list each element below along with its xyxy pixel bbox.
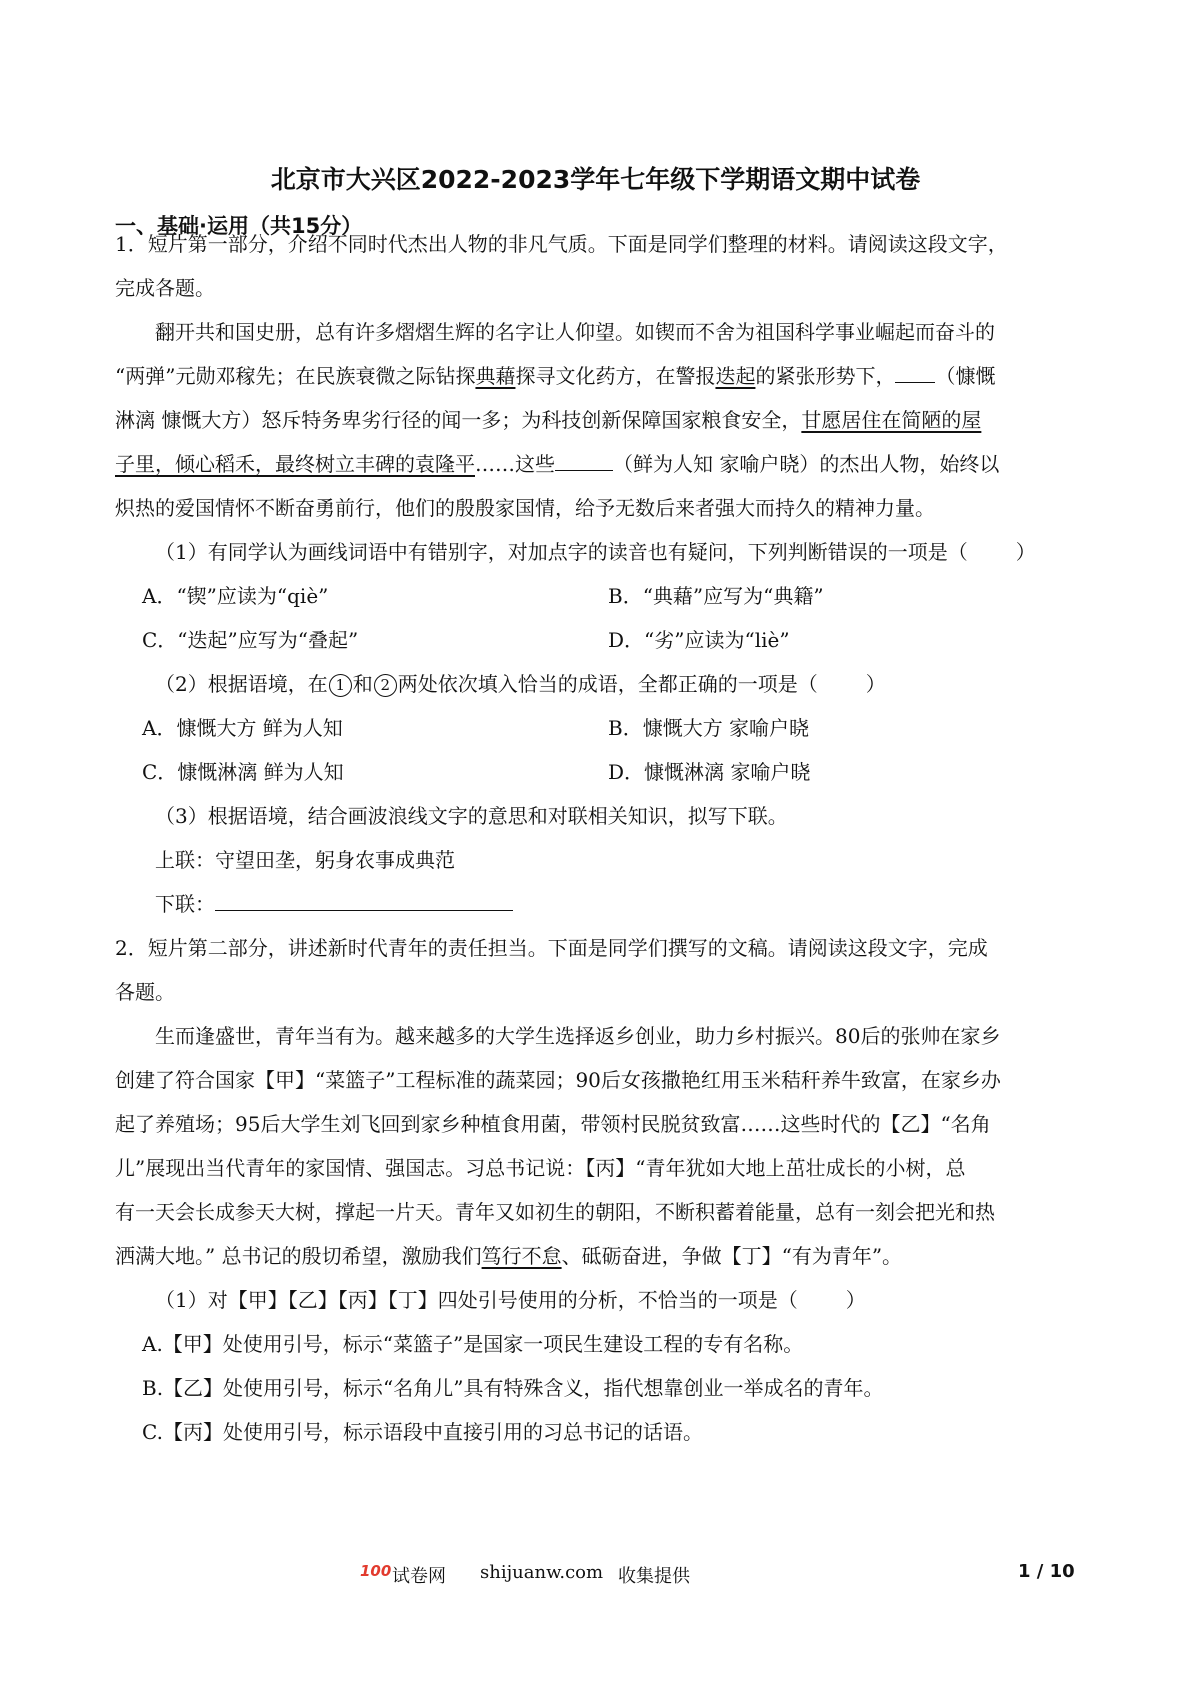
couplet-lower bbox=[155, 890, 513, 918]
circled-number-1: 1 bbox=[329, 674, 352, 697]
text: 的紧张形势下， bbox=[755, 364, 896, 388]
underlined-word-dianji: 典藉 bbox=[475, 364, 516, 388]
section-heading: 一、基础·运用（共15分） bbox=[115, 214, 363, 238]
text: ） bbox=[865, 672, 886, 696]
q1-sub1-option-c: C．“迭起”应写为“叠起” bbox=[142, 628, 359, 652]
text: 洒满大地。” 总书记的殷切希望，激励我们 bbox=[115, 1244, 482, 1268]
q1-sub1-option-b: B．“典藉”应写为“典籍” bbox=[608, 584, 824, 608]
q1-sub2-option-a: A．慷慨大方 鲜为人知 bbox=[142, 716, 343, 740]
q2-para-line2: 创建了符合国家【甲】“菜篮子”工程标准的蔬菜园；90后女孩撒艳红用玉米秸秆养牛致富，在家乡办 bbox=[115, 1068, 1001, 1092]
q1-para-line4 bbox=[115, 450, 999, 478]
text: 和 bbox=[352, 672, 373, 696]
q1-sub2-option-d: D．慷慨淋漓 家喻户晓 bbox=[608, 760, 811, 784]
blank-1[interactable] bbox=[895, 364, 935, 383]
q2-intro-line1: 2．短片第二部分，讲述新时代青年的责任担当。下面是同学们撰写的文稿。请阅读这段文字，完成 bbox=[115, 936, 988, 960]
footer-provided: 收集提供 bbox=[618, 1566, 690, 1587]
text: （2）根据语境，在 bbox=[155, 672, 328, 696]
underlined-word-duxingbudai: 笃行不怠 bbox=[481, 1244, 562, 1268]
q2-para-line1: 生而逢盛世，青年当有为。越来越多的大学生选择返乡创业，助力乡村振兴。80后的张帅在家乡 bbox=[155, 1024, 1001, 1048]
couplet-upper: 上联：守望田垄，躬身农事成典范 bbox=[155, 848, 455, 872]
q2-para-line3: 起了养殖场；95后大学生刘飞回到家乡种植食用菌，带领村民脱贫致富……这些时代的【乙】“名角 bbox=[115, 1112, 991, 1136]
wavy-underlined-text: 甘愿居住在简陋的屋 bbox=[801, 408, 982, 432]
q2-intro-line2: 各题。 bbox=[115, 980, 175, 1004]
text: ） bbox=[845, 1288, 866, 1312]
q1-sub2-option-c: C．慷慨淋漓 鲜为人知 bbox=[142, 760, 344, 784]
text: ……这些 bbox=[475, 452, 555, 476]
q1-para-line5: 炽热的爱国情怀不断奋勇前行，他们的殷殷家国情，给予无数后来者强大而持久的精神力量。 bbox=[115, 496, 935, 520]
page-number: 1 / 10 bbox=[1018, 1561, 1075, 1582]
q2-sub1-option-a: A.【甲】处使用引号，标示“菜篮子”是国家一项民生建设工程的专有名称。 bbox=[142, 1332, 804, 1356]
text: ） bbox=[1015, 540, 1036, 564]
q1-para-line1: 翻开共和国史册，总有许多熠熠生辉的名字让人仰望。如锲而不舍为祖国科学事业崛起而奋斗的 bbox=[155, 320, 995, 344]
q1-intro-line1: 1．短片第一部分，介绍不同时代杰出人物的非凡气质。下面是同学们整理的材料。请阅读这段文字， bbox=[115, 232, 1008, 256]
q2-para-line5: 有一天会长成参天大树，撑起一片天。青年又如初生的朝阳，不断积蓄着能量，总有一刻会把光和热 bbox=[115, 1200, 995, 1224]
text: “两弹”元勋邓稼先；在民族衰微之际钻探 bbox=[115, 364, 476, 388]
q1-sub1 bbox=[155, 538, 1036, 566]
q1-intro-line2: 完成各题。 bbox=[115, 276, 215, 300]
text: 、砥砺奋进，争做【丁】“有为青年”。 bbox=[561, 1244, 903, 1268]
q1-sub1-option-d: D．“劣”应读为“liè” bbox=[608, 628, 790, 652]
q2-para-line4: 儿”展现出当代青年的家国情、强国志。习总书记说：【丙】“青年犹如大地上茁壮成长的小树，总 bbox=[115, 1156, 966, 1180]
text: （鲜为人知 家喻户晓）的杰出人物，始终以 bbox=[613, 452, 1000, 476]
q1-para-line3 bbox=[115, 406, 981, 434]
q1-sub2 bbox=[155, 670, 886, 698]
underlined-word-dieqi: 迭起 bbox=[715, 364, 756, 388]
text: 淋漓 慷慨大方）怒斥特务卑劣行径的闻一多；为科技创新保障国家粮食安全， bbox=[115, 408, 802, 432]
blank-2[interactable] bbox=[555, 452, 613, 471]
text: 下联： bbox=[155, 892, 215, 916]
site-logo-icon: 100 bbox=[360, 1562, 392, 1580]
footer-site-name: 试卷网 bbox=[392, 1566, 446, 1587]
q1-sub3: （3）根据语境，结合画波浪线文字的意思和对联相关知识，拟写下联。 bbox=[155, 804, 788, 828]
q2-sub1 bbox=[155, 1286, 866, 1314]
q2-para-line6 bbox=[115, 1242, 902, 1270]
footer-domain: shijuanw.com bbox=[480, 1562, 604, 1583]
text: （1）有同学认为画线词语中有错别字，对加点字的读音也有疑问，下列判断错误的一项是（ bbox=[155, 540, 968, 564]
text: 探寻文化药方，在警报 bbox=[515, 364, 716, 388]
q1-sub2-option-b: B．慷慨大方 家喻户晓 bbox=[608, 716, 810, 740]
text: （慷慨 bbox=[935, 364, 996, 388]
text: （1）对【甲】【乙】【丙】【丁】四处引号使用的分析，不恰当的一项是（ bbox=[155, 1288, 798, 1312]
q2-sub1-option-b: B.【乙】处使用引号，标示“名角儿”具有特殊含义，指代想靠创业一举成名的青年。 bbox=[142, 1376, 884, 1400]
q1-para-line2 bbox=[115, 362, 995, 390]
q2-sub1-option-c: C.【丙】处使用引号，标示语段中直接引用的习总书记的话语。 bbox=[142, 1420, 703, 1444]
circled-number-2: 2 bbox=[374, 674, 397, 697]
page-title: 北京市大兴区2022-2023学年七年级下学期语文期中试卷 bbox=[270, 165, 921, 194]
couplet-answer-blank[interactable] bbox=[215, 892, 513, 911]
text: 两处依次填入恰当的成语，全都正确的一项是（ bbox=[397, 672, 818, 696]
q1-sub1-option-a: A．“锲”应读为“qiè” bbox=[142, 584, 329, 608]
wavy-underlined-text: 子里，倾心稻禾，最终树立丰碑的袁隆平 bbox=[115, 452, 475, 476]
